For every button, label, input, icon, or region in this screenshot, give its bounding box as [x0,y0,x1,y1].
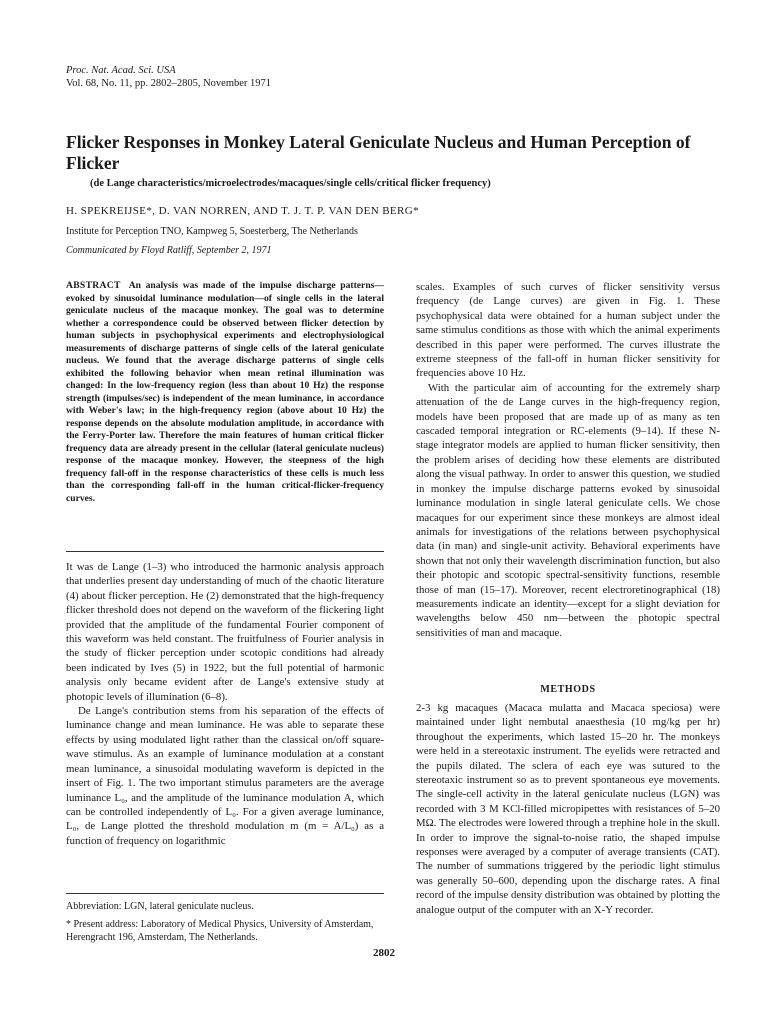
left-column-body [66,560,384,848]
journal-header [66,64,271,90]
intro-paragraph-2: De Lange's contribution stems from his separation of the effects of luminance change and mean luminance. He was able to separate these effects by using modulated light rather than the classical on/off square-wave stimulus. As an example of luminance modulation at a constant mean luminance, a sinusoidal modulating waveform is depicted in the insert of Fig. 1. The two important stimulus parameters are the average luminance L₀, and the amplitude of the luminance modulation A, which can be controlled independently of L₀. For a given average luminance, L₀, de Lange plotted the threshold modulation m (m = A/L₀) as a function of frequency on logarithmic [66,705,384,847]
intro-paragraph-1: It was de Lange (1–3) who introduced the harmonic analysis approach that underlies present day understanding of much of the chaotic literature (4) about flicker perception. He (2) demonstrated that the high-frequency flicker threshold does not depend on the waveform of the flickering light provided that the amplitude of the fundamental Fourier component of this waveform was held constant. The fruitfulness of Fourier analysis in the study of flicker perception under scotopic conditions had already been indicated by Ives (5) in 1922, but the full potential of harmonic analysis only became evident after de Lange's extensive study at photopic levels of illumination (6–8). [66,561,384,703]
footnote-abbreviation: Abbreviation: LGN, lateral geniculate nucleus. [66,901,254,912]
abstract [66,280,384,505]
methods-heading: METHODS [540,684,596,695]
page-number: 2802 [373,947,395,959]
footnote-address: * Present address: Laboratory of Medical Physics, University of Amsterdam, Herengracht 196, Amsterdam, The Netherlands. [66,918,374,943]
methods-section [416,701,720,917]
abstract-label: ABSTRACT [66,280,121,291]
authors: H. SPEKREIJSE*, D. VAN NORREN, AND T. J. T. P. VAN DEN BERG* [66,205,420,217]
communicated-by: Communicated by Floyd Ratliff, September 2, 1971 [66,245,272,256]
abstract-divider [66,551,384,552]
footnote-divider [66,893,384,894]
footnotes [66,900,384,949]
right-column-body [416,280,720,640]
paper-title: Flicker Responses in Monkey Lateral Geniculate Nucleus and Human Perception of Flicker [66,132,691,173]
intro-paragraph-4: With the particular aim of accounting for the extremely sharp attenuation of the de Lange curves in the high-frequency region, models have been proposed that are made up of as many as ten cascaded temporal integration or RC-elements (9–14). If these N-stage integrator models are applied to human flicker sensitivity, then the problem arises of deciding how these elements are distributed along the visual pathway. In order to answer this question, we studied in monkey the impulse discharge patterns evoked by sinusoidal luminance modulation in single lateral geniculate cells. We chose macaques for our experiment since these monkeys are almost ideal animals for investigations of the relations between psychophysical data (in man) and single-unit activity. Behavioral experiments have shown that not only their wavelength discrimination function, but also their photopic and scotopic spectral-sensitivity functions, resemble those of man (15–17). Moreover, recent electroretinographical (18) measurements indicate an identity—except for a slight deviation for wavelengths below 450 nm—between the photopic spectral sensitivities of man and macaque. [416,381,720,639]
institute: Institute for Perception TNO, Kampweg 5, Soesterberg, The Netherlands [66,226,358,237]
keywords: (de Lange characteristics/microelectrodes/macaques/single cells/critical flicker frequency) [90,178,491,189]
intro-paragraph-3: scales. Examples of such curves of flicker sensitivity versus frequency (de Lange curves) are given in Fig. 1. These psychophysical data were obtained for a human subject under the same stimulus conditions as those with which the animal experiments described in this paper were performed. The curves illustrate the extreme steepness of the fall-off in human flicker sensitivity for frequencies above 10 Hz. [416,281,720,380]
journal-volume: Vol. 68, No. 11, pp. 2802–2805, November 1971 [66,78,272,89]
methods-paragraph: 2-3 kg macaques (Macaca mulatta and Macaca speciosa) were maintained under light nembutal anaesthesia (10 mg/kg per hr) throughout the experiments, which lasted 15–20 hr. The monkeys were held in a stereotaxic instrument. The eyelids were retracted and the pupils dilated. The sclera of each eye was sutured to the stereotaxic instrument so as to prevent spontaneous eye movements. The single-cell activity in the lateral geniculate nucleus (LGN) was recorded with 3 M KCl-filled micropipettes with resistances of 5–20 MΩ. The electrodes were lowered through a trephine hole in the skull. In order to improve the signal-to-noise ratio, the shaped impulse responses were averaged by a computer of average transients (CAT). The number of summations triggered by the periodic light stimulus was generally 50–600, depending upon the discharge rates. A final record of the impulse density distribution was obtained by plotting the analogue output of the computer with an X-Y recorder. [416,702,720,916]
abstract-text: An analysis was made of the impulse discharge patterns—evoked by sinusoidal luminance modulation—of single cells in the lateral geniculate nucleus of the macaque monkey. The goal was to determine whether a correspondence could be observed between flicker detection by human subjects in psychophysical experiments and electrophysiological measurements of discharge patterns of single cells of the lateral geniculate nucleus. We found that the average discharge patterns of single cells exhibited the following behavior when mean retinal illumination was changed: In the low-frequency region (less than about 10 Hz) the response strength (impulses/sec) is independent of the mean luminance, in accordance with Weber's law; in the high-frequency region (above about 10 Hz) the response depends on the absolute modulation amplitude, in accordance with the Ferry-Porter law. Therefore the main features of human critical flicker frequency data are already present in the cellular (lateral geniculate nucleus) response of the macaque monkey. However, the steepness of the high frequency fall-off in the response characteristics of these cells is much less than the corresponding fall-off in the human critical-flicker-frequency curves. [66,280,384,504]
journal-name: Proc. Nat. Acad. Sci. USA [66,65,176,76]
